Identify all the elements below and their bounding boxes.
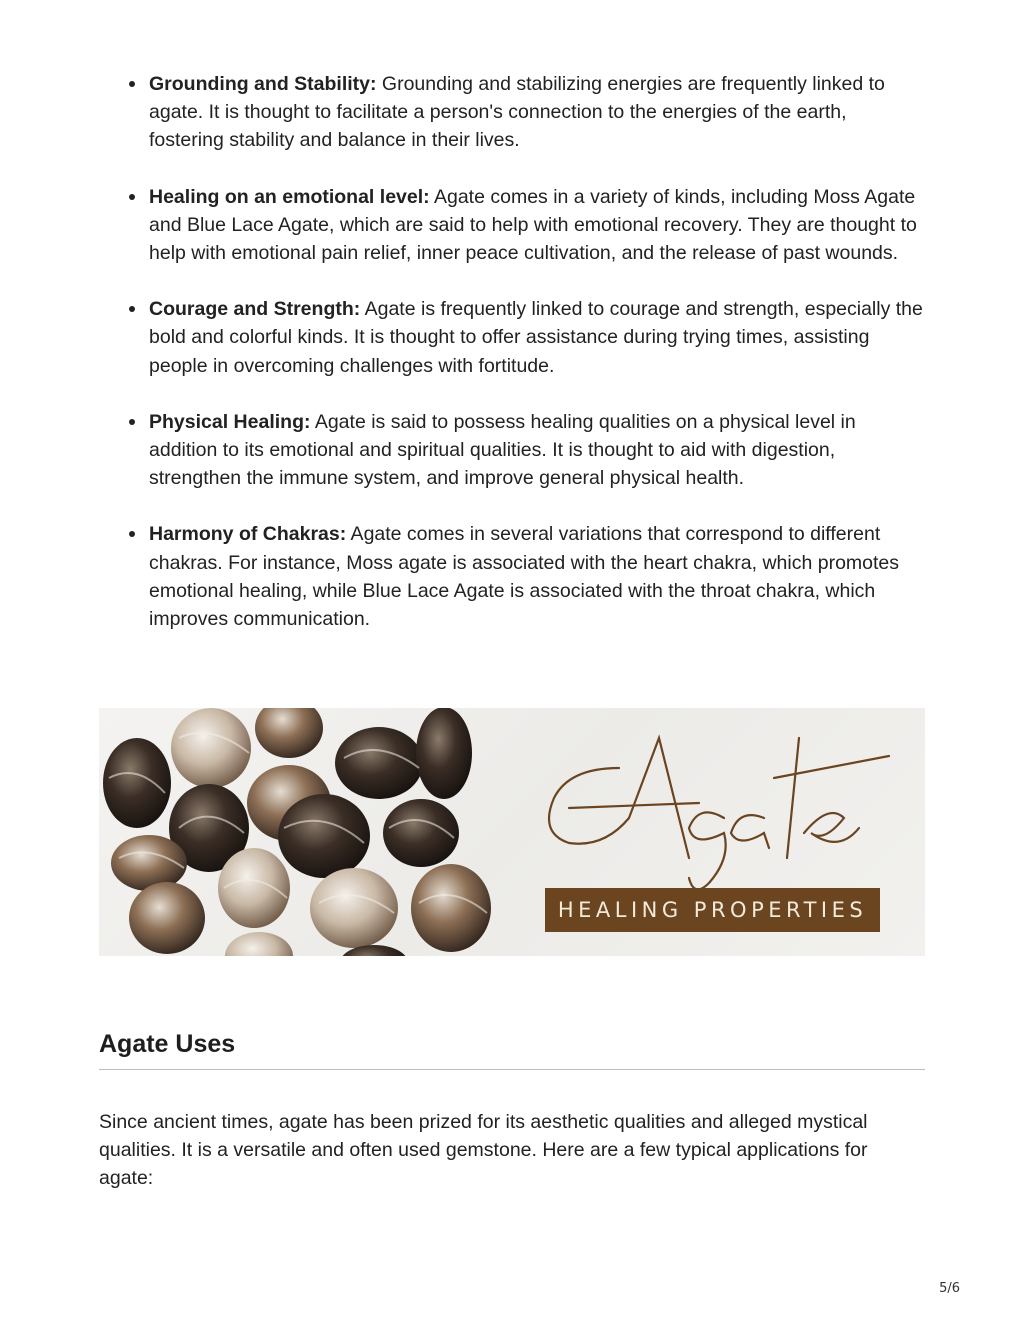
bullet-icon (129, 81, 135, 87)
agate-stone-icon (225, 932, 293, 956)
agate-banner-image (99, 708, 925, 956)
agate-stone-icon (416, 708, 472, 799)
bullet-icon (129, 531, 135, 537)
bullet-icon (129, 194, 135, 200)
agate-stone-icon (103, 738, 171, 828)
list-item-text: Agate is said to possess healing qualities on a physical level in addition to its emotional and spiritual qualities. It is thought to aid with digestion, strengthen the immune system, and improve general physical health. (149, 410, 856, 490)
agate-script-logo (549, 738, 889, 889)
list-item-title: Healing on an emotional level: (149, 185, 430, 208)
list-item-text: Agate comes in a variety of kinds, including Moss Agate and Blue Lace Agate, which are said to help with emotional recovery. They are thought to help with emotional pain relief, inner peace cultivation, and the release of past wounds. (149, 185, 917, 265)
list-item (99, 183, 925, 268)
agate-stone-icon (335, 727, 423, 799)
agate-stone-icon (310, 868, 398, 948)
list-item-title: Harmony of Chakras: (149, 523, 347, 546)
agate-stone-group (103, 708, 491, 956)
list-item-text: Agate comes in several variations that correspond to different chakras. For instance, Moss agate is associated with the heart chakra, which promotes emotional healing, while Blue Lace Agate is associated with the throat chakra, which improves communication. (149, 523, 900, 631)
list-item-title: Physical Healing: (149, 410, 311, 433)
list-item-title: Courage and Strength: (149, 298, 361, 321)
list-item (99, 295, 925, 380)
page-number: 5/6 (939, 1281, 960, 1296)
section-heading: Agate Uses (99, 1030, 236, 1058)
section-intro-paragraph: Since ancient times, agate has been prized for its aesthetic qualities and alleged mystical qualities. It is a versatile and often used gemstone. Here are a few typical applications for agate: (99, 1111, 868, 1190)
list-item (99, 408, 925, 493)
list-item-text: Grounding and stabilizing energies are frequently linked to agate. It is thought to facilitate a person's connection to the energies of the earth, fostering stability and balance in their lives. (149, 73, 885, 152)
healing-properties-label: HEALING PROPERTIES (545, 888, 880, 932)
agate-stone-icon (129, 882, 205, 954)
agate-stone-icon (218, 848, 290, 928)
bullet-icon (129, 419, 135, 425)
list-item (99, 520, 925, 633)
list-item-text: Agate is frequently linked to courage and strength, especially the bold and colorful kinds. It is thought to offer assistance during trying times, assisting people in overcoming challenges with fortitude. (149, 298, 923, 377)
section-divider (99, 1069, 925, 1070)
properties-list (99, 70, 925, 661)
list-item-title: Grounding and Stability: (149, 73, 377, 95)
agate-stone-icon (171, 708, 251, 788)
list-item (99, 70, 925, 155)
bullet-icon (129, 306, 135, 312)
agate-stone-icon (255, 708, 323, 758)
